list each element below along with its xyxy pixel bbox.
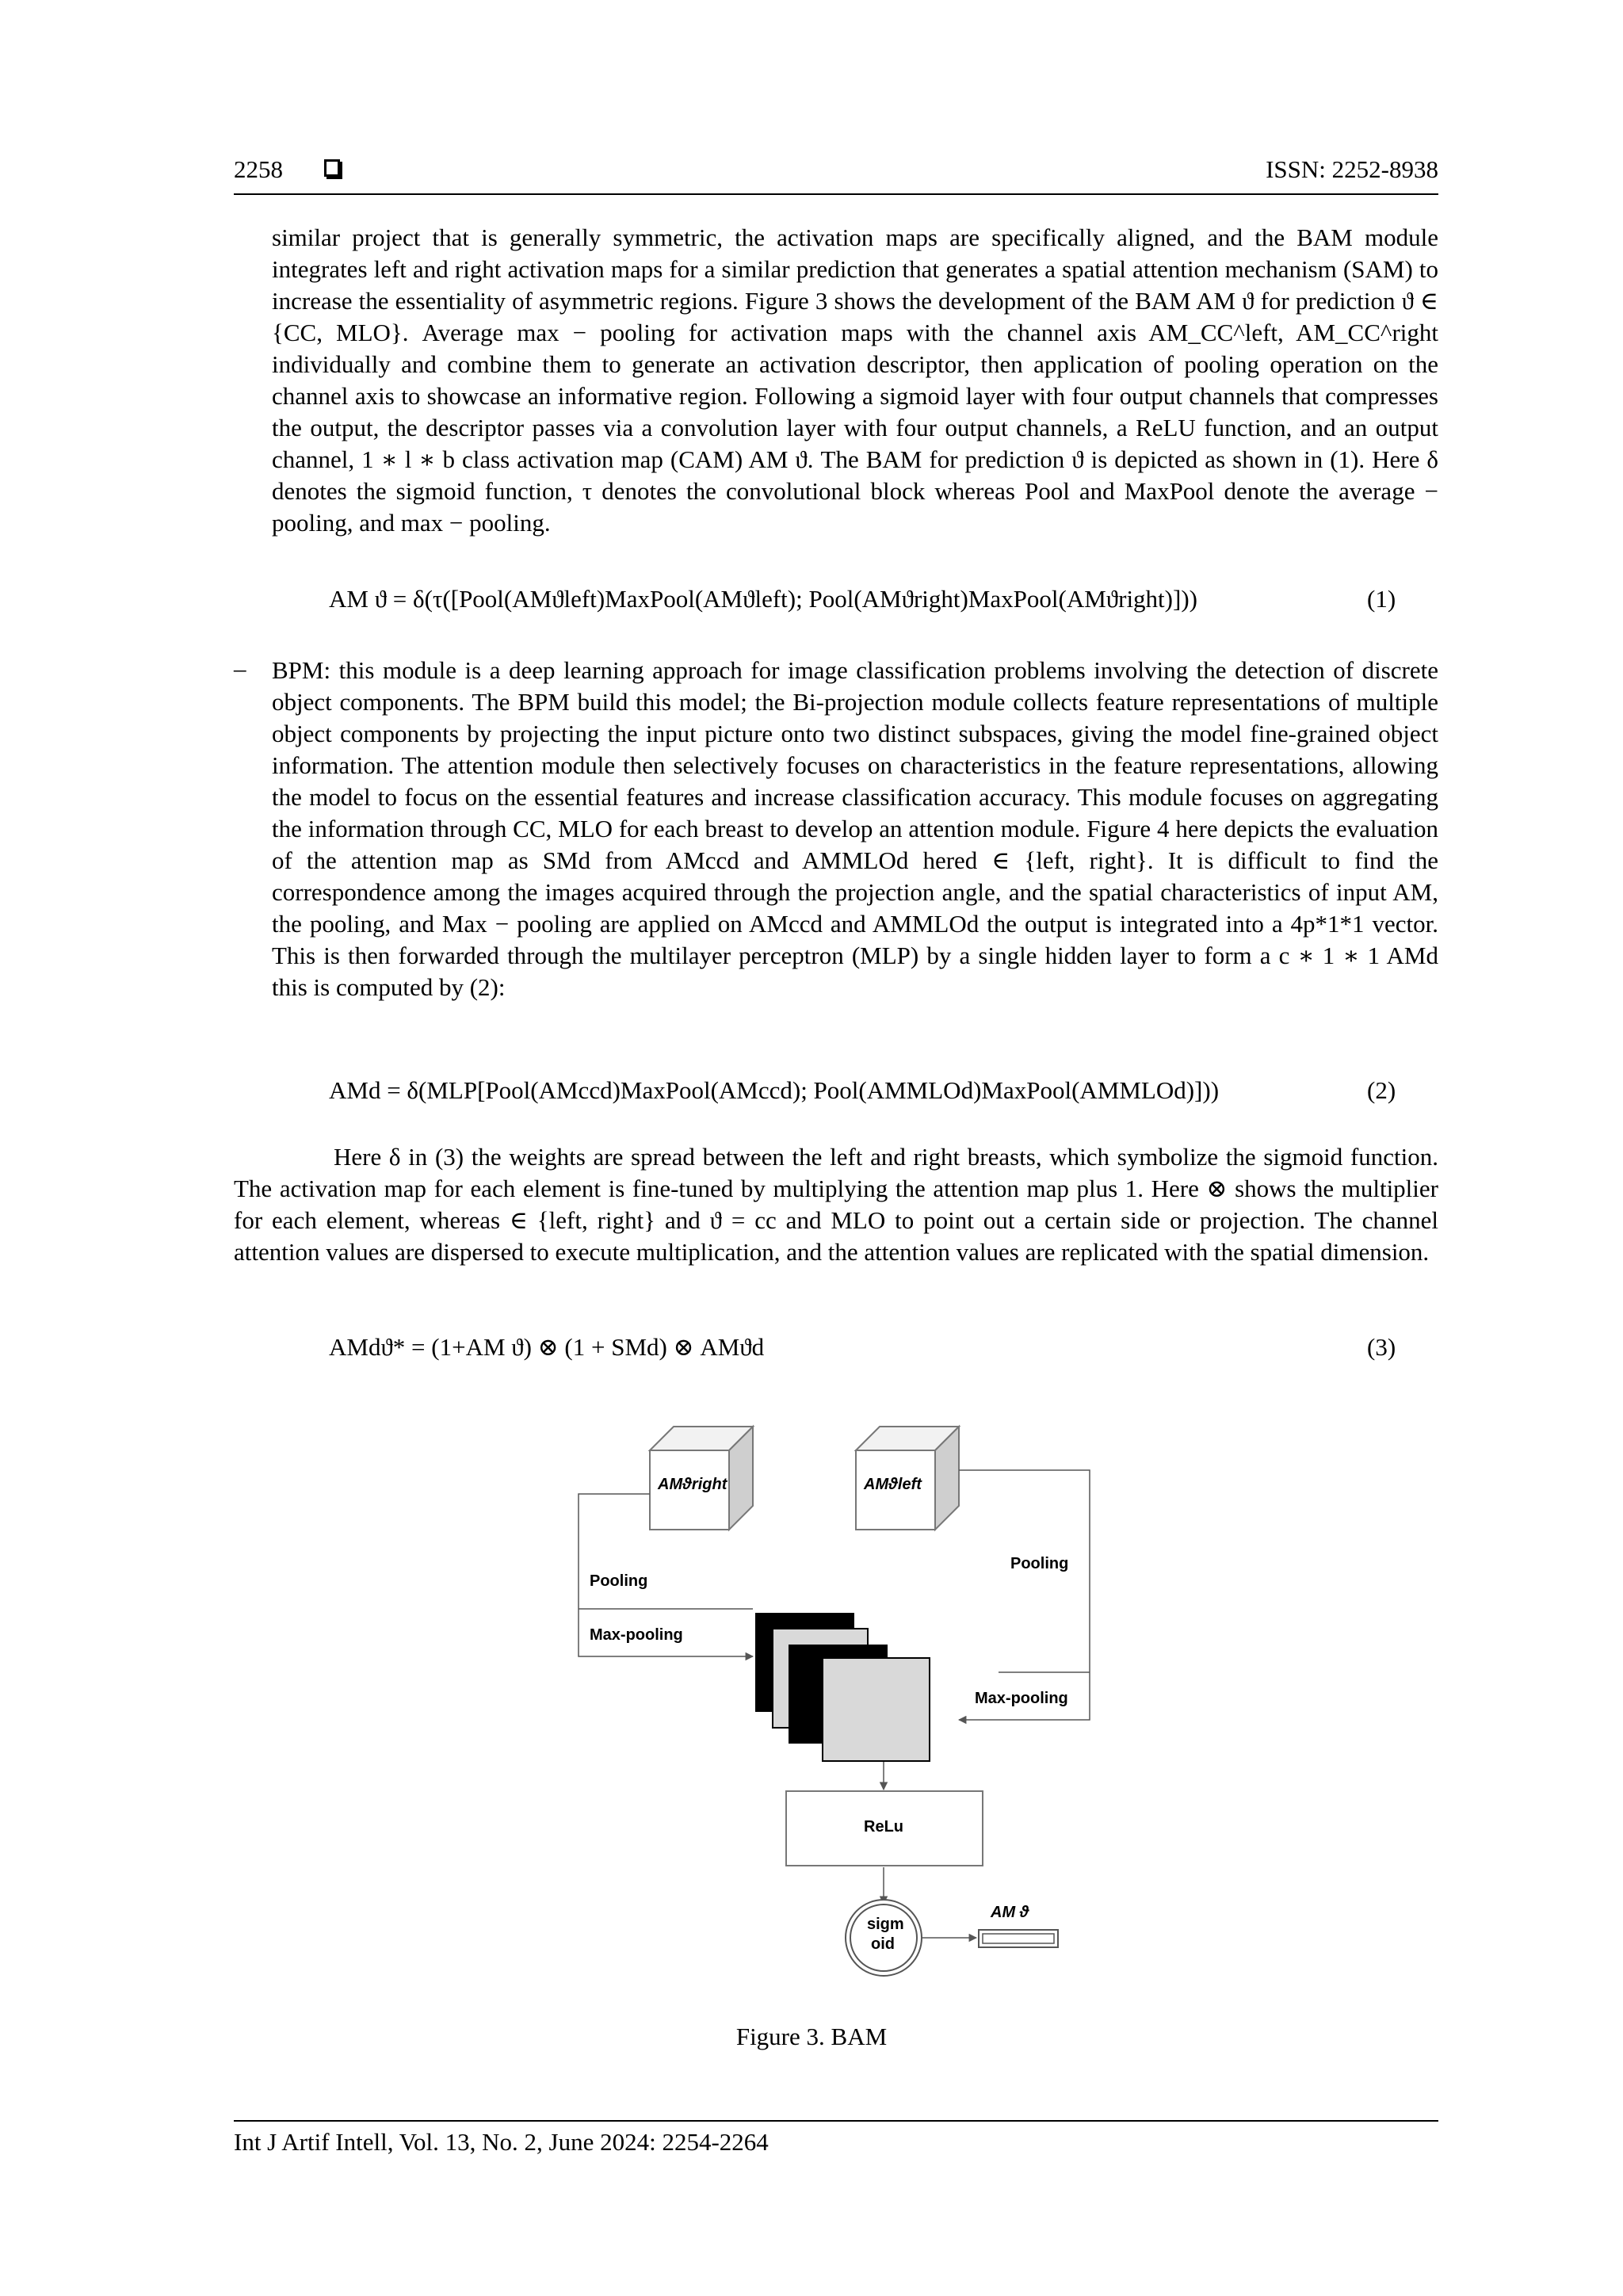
maxpool-left-label: Max-pooling [590,1626,683,1644]
intro-paragraph [272,222,1438,539]
cube-right-label: AMϑright [658,1476,727,1493]
bpm-text: BPM: this module is a deep learning approach for image classification problems involving the detection of discrete object components. The BPM build this model; the Bi-projection module collects feature representations of multiple object components by projecting the input picture onto two distinct subspaces, giving the model fine-grained object information. The attention module then selectively focuses on characteristics in the feature representations, allowing the model to focus on the essential features and increase classification accuracy. This module focuses on aggregating the information through CC, MLO for each breast to develop an attention module. Figure 4 here depicts the evaluation of the attention map as SMd from AMccd and AMMLOd hered ∈ {left, right}. It is difficult to find the correspondence among the images acquired through the projection angle, and the spatial characteristics of input AM, the pooling, and Max − pooling are applied on AMccd and AMMLOd the output is integrated into a 4p*1*1 vector. This is then forwarded through the multilayer perceptron (MLP) by a single hidden layer to form a c ∗ 1 ∗ 1 AMd this is computed by (2): [272,656,1438,1001]
feature-map-stack [755,1613,930,1761]
cube-left-label: AMϑleft [864,1476,922,1493]
equation-3: AMdϑ* = (1+AM ϑ) ⊗ (1 + SMd) ⊗ AMϑd [329,1333,765,1361]
here-text: Here δ in (3) the weights are spread between the left and right breasts, which symbolize the sigmoid function. The activation map for each element is fine-tuned by multiplying the attention map plus 1. Here ⊗ shows the multiplier for each element, whereas ∈ {left, right} and ϑ = cc and MLO to point out a certain side or projection. The channel attention values are dispersed to execute multiplication, and the attention values are replicated with the spatial dimension. [234,1143,1438,1266]
equation-2: AMd = δ(MLP[Pool(AMccd)MaxPool(AMccd); Pool(AMMLOd)MaxPool(AMMLOd)])) [329,1076,1220,1104]
sigmoid-label-2: oid [871,1935,895,1953]
square-bullet-icon [324,159,340,177]
here-paragraph [234,1141,1438,1268]
output-label: AM ϑ [991,1904,1029,1921]
intro-text: similar project that is generally symmetric, the activation maps are specifically aligned, and the BAM module integrates left and right activation maps for a similar prediction that generates a spatial attention mechanism (SAM) to increase the essentiality of asymmetric regions. Figure 3 shows the development of the BAM AM ϑ for prediction ϑ ∈ {CC, MLO}. Average max − pooling for activation maps with the channel axis AM_CC^left, AM_CC^right individually and combine them to generate an activation descriptor, then application of pooling operation on the channel axis to showcase an informative region. Following a sigmoid layer with four output channels that compresses the output, the descriptor passes via a convolution layer with four output channels, a ReLU function, and an output channel, 1 ∗ l ∗ b class activation map (CAM) AM ϑ. The BAM for prediction ϑ is depicted as shown in (1). Here δ denotes the sigmoid function, τ denotes the convolutional block whereas Pool and MaxPool denote the average − pooling, and max − pooling. [272,223,1438,537]
pooling-right-label: Pooling [1010,1555,1069,1572]
bpm-paragraph [272,655,1438,1003]
page-footer: Int J Artif Intell, Vol. 13, No. 2, June 2024: 2254-2264 [234,2120,1438,2157]
issn: ISSN: 2252-8938 [1266,155,1438,183]
sigmoid-label-1: sigm [867,1916,904,1933]
equation-1-number: (1) [1367,585,1396,613]
bullet-dash: – [234,655,246,682]
relu-label: ReLu [864,1818,903,1836]
pooling-left-label: Pooling [590,1572,648,1590]
equation-2-number: (2) [1367,1076,1396,1104]
bam-figure [571,1419,1094,1989]
page-number: 2258 [234,155,283,183]
equation-3-number: (3) [1367,1333,1396,1361]
page-header [234,155,1438,195]
figure-caption: Figure 3. BAM [735,2023,888,2050]
maxpool-right-label: Max-pooling [975,1690,1068,1707]
equation-1: AM ϑ = δ(τ([Pool(AMϑleft)MaxPool(AMϑleft); Pool(AMϑright)MaxPool(AMϑright)])) [329,585,1197,613]
